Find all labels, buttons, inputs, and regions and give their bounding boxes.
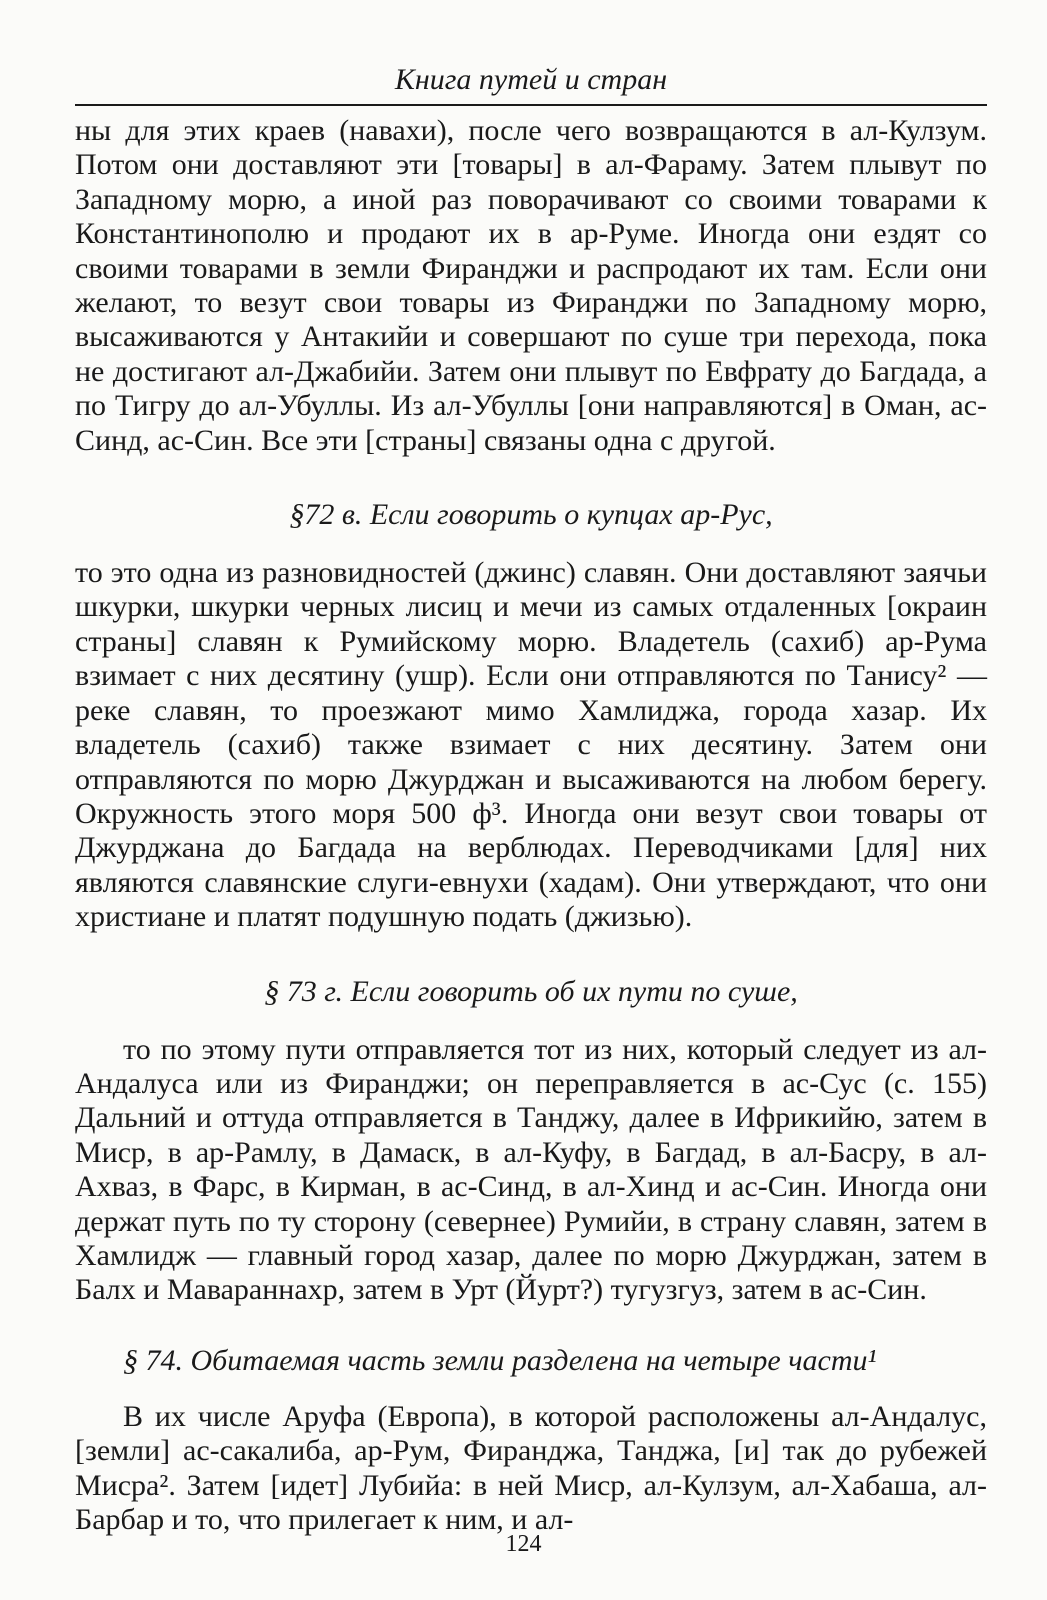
paragraph-73: то по этому пути отправляется тот из них, который следует из ал-Андалуса или из Фиранджи; он переправляется в ас-Сус (с. 155) Дальний и оттуда отправляется в Танджу, далее в Ифрикийю, затем в Миср, в ар-Рамлу, в Дамаск, в ал-Куфу, в Багдад, в ал-Басру, в ал-Ахваз, в Фарс, в Кирман, в ас-Синд, в ал-Хинд и ас-Син. Иногда они держат путь по ту сторону (севернее) Румийи, в страну славян, затем в Хамлидж — главный город хазар, далее по морю Джурджан, затем в Балх и Мавараннахр, затем в Урт (Йурт?) тугузгуз, затем в ас-Син.: [75, 1032, 987, 1307]
section-heading-72: §72 в. Если говорить о купцах ар-Рус,: [289, 498, 773, 532]
section-heading-74: § 74. Обитаемая часть земли разделена на четыре части¹: [123, 1343, 877, 1377]
paragraph-continuation: ны для этих краев (навахи), после чего возвращаются в ал-Кулзум. Потом они доставляют эти [товары] в ал-Фараму. Затем плывут по Западному морю, а иной раз поворачивают со своими товарами к Константинополю и продают их в ар-Руме. Иногда они ездят со своими товарами в земли Фиранджи и распродают их там. Если они желают, то везут свои товары из Фиранджи по Западному морю, высаживаются у Антакийи и совершают по суше три перехода, пока не достигают ал-Джабийи. Затем они плывут по Евфрату до Багдада, а по Тигру до ал-Убуллы. Из ал-Убуллы [они направляются] в Оман, ас-Синд, ас-Син. Все эти [страны] связаны одна с другой.: [75, 114, 987, 457]
body-text: [75, 114, 987, 1537]
paragraph-74: В их числе Аруфа (Европа), в которой расположены ал-Андалус, [земли] ас-сакалиба, ар-Рум, Фиранджа, Танджа, [и] так до рубежей Мисра². Затем [идет] Лубийа: в ней Миср, ал-Кулзум, ал-Хабаша, ал-Барбар и то, что прилегает к ним, и ал-: [75, 1399, 987, 1536]
page-number: 124: [505, 1531, 542, 1557]
paragraph-72: то это одна из разновидностей (джинс) славян. Они доставляют заячьи шкурки, шкурки черных лисиц и мечи из самых отдаленных [окраин страны] славян к Румийскому морю. Владетель (сахиб) ар-Рума взимает с них десятину (ушр). Если они отправляются по Танису² — реке славян, то проезжают мимо Хамлиджа, города хазар. Их владетель (сахиб) также взимает с них десятину. Затем они отправляются по морю Джурджан и высаживаются на любом берегу. Окружность этого моря 500 ф³. Иногда они везут свои товары от Джурджана до Багдада на верблюдах. Переводчиками [для] них являются славянские слуги-евнухи (хадам). Они утверждают, что они христиане и платят подушную подать (джизью).: [75, 556, 987, 934]
running-header: Книга путей и стран: [75, 60, 987, 106]
section-heading-73: § 73 г. Если говорить об их пути по суше,: [264, 974, 798, 1008]
